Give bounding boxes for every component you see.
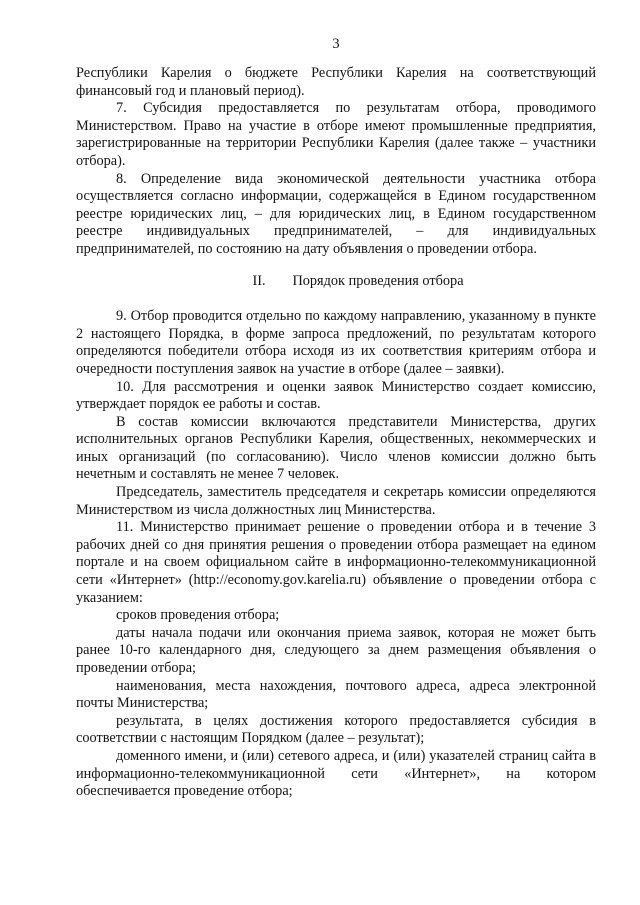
section-title: Порядок проведения отбора <box>292 272 464 289</box>
list-item-dates: даты начала подачи или окончания приема заявок, которая не может быть ранее 10-го календарного дня, следующего за днем размещения объявления о проведении отбора; <box>76 624 596 676</box>
page-number: 3 <box>332 36 340 52</box>
list-item-result: результата, в целях достижения которого предоставляется субсидия в соответствии с настоящим Порядком (далее – результат); <box>76 712 596 747</box>
list-item-domain: доменного имени, и (или) сетевого адреса, и (или) указателей страниц сайта в информационно-телекоммуникационной сети «Интернет», на котором обеспечивается проведение отбора; <box>76 747 596 800</box>
paragraph-item-9: 9. Отбор проводится отдельно по каждому направлению, указанному в пункте 2 настоящего Порядка, в форме запроса предложений, по результатам которого определяются победители отбора исходя из их соответствия критериям отбора и очередности поступления заявок на участие в отборе (далее – заявки). <box>76 308 596 377</box>
paragraph-item-7: 7. Субсидия предоставляется по результатам отбора, проводимого Министерством. Право на участие в отборе имеют промышленные предприятия, зарегистрированные на территории Республики Карелия (далее также – участники отбора). <box>76 100 596 169</box>
paragraph-item-10: 10. Для рассмотрения и оценки заявок Министерство создает комиссию, утверждает порядок ее работы и состав. <box>76 378 596 413</box>
list-item-terms: сроков проведения отбора; <box>116 607 280 624</box>
paragraph-item-8: 8. Определение вида экономической деятельности участника отбора осуществляется согласно информации, содержащейся в Едином государственном реестре юридических лиц, – для юридических лиц, в Едином государственном реестре индивидуальных предпринимателей, – для индивидуальных предпринимателей, по состоянию на дату объявления о проведении отбора. <box>76 170 596 257</box>
list-item-ministry-contacts: наименования, места нахождения, почтового адреса, адреса электронной почты Министерства; <box>76 677 596 712</box>
paragraph-commission-composition: В состав комиссии включаются представители Министерства, других исполнительных органов Республики Карелия, общественных, некоммерческих и иных организаций (по согласованию). Число членов комиссии должно быть нечетным и составлять не менее 7 человек. <box>76 413 596 483</box>
section-number: II. <box>252 272 266 289</box>
paragraph-item-11: 11. Министерство принимает решение о проведении отбора и в течение 3 рабочих дней со дня принятия решения о проведении отбора размещает на едином портале и на своем официальном сайте в информационно-телекоммуникационной сети «Интернет» (http://economy.gov.karelia.ru) объявление о проведении отбора с указанием: <box>76 519 596 606</box>
section-heading <box>76 273 596 291</box>
document-body <box>76 65 596 801</box>
document-page <box>76 0 596 905</box>
paragraph: Республики Карелия о бюджете Республики Карелия на соответствующий финансовый год и плановый период). <box>76 65 596 99</box>
paragraph-commission-officers: Председатель, заместитель председателя и секретарь комиссии определяются Министерством из числа должностных лиц Министерства. <box>76 484 596 518</box>
